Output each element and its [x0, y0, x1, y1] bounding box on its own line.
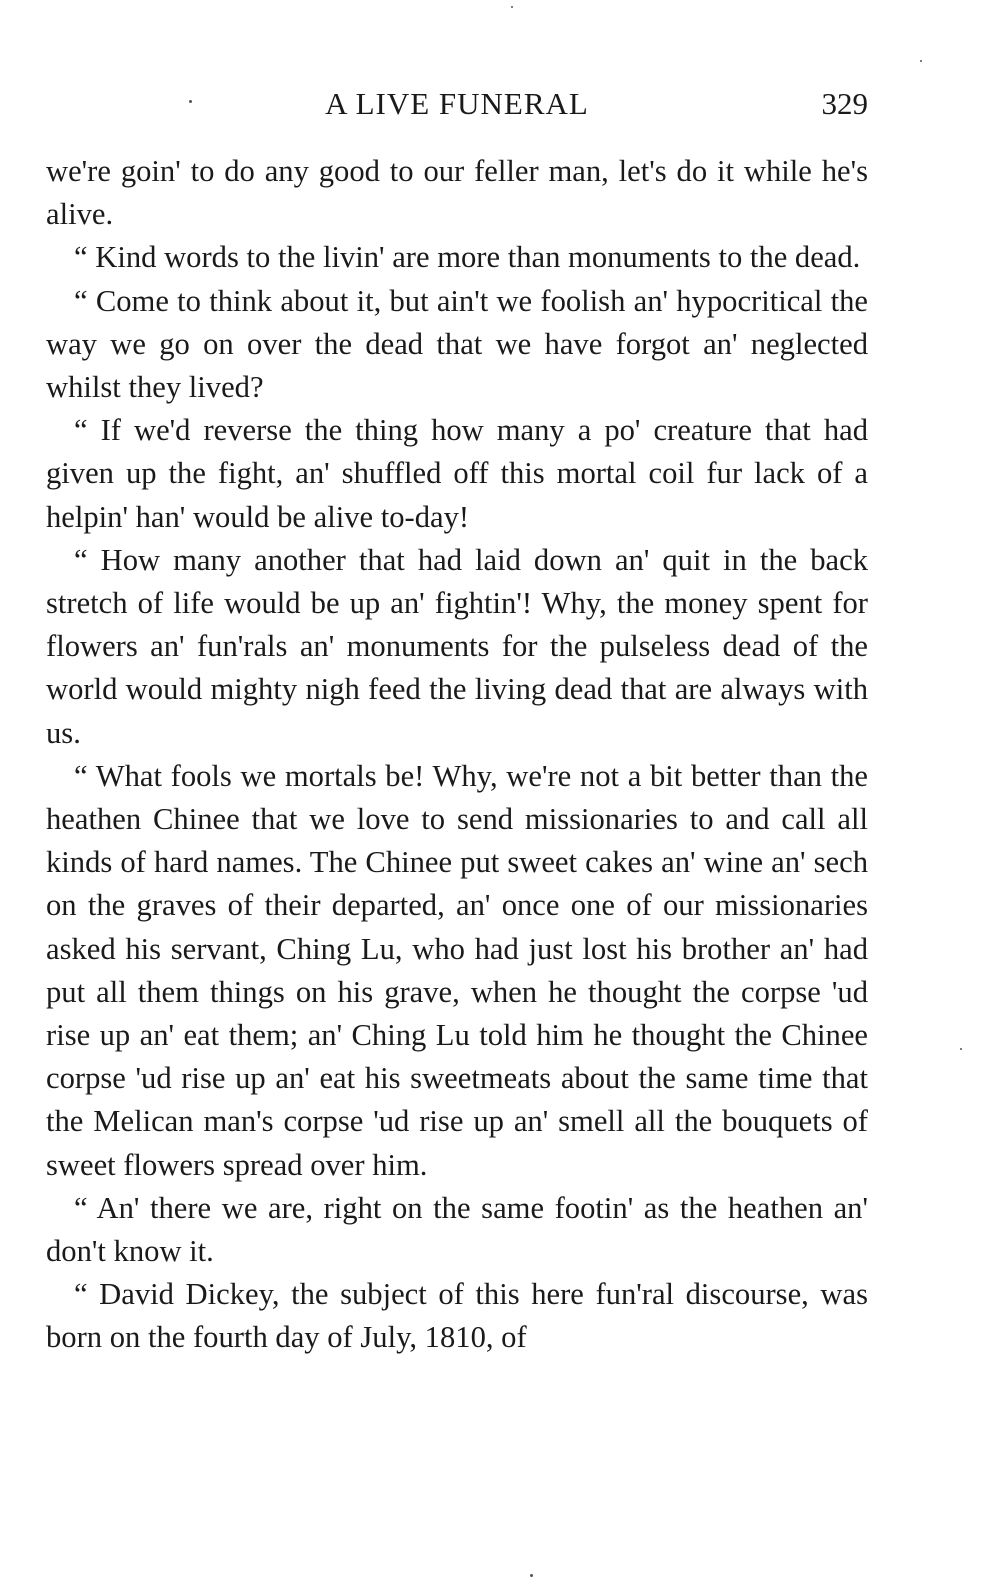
body-text: [46, 150, 868, 1360]
scan-speck: [530, 1574, 533, 1577]
paragraph: we're goin' to do any good to our feller man, let's do it while he's alive.: [46, 154, 868, 232]
scan-speck: [920, 60, 922, 62]
paragraph: “ David Dickey, the subject of this here fun'ral discourse, was born on the fourth day of July, 1810, of: [46, 1277, 868, 1355]
paragraph: “ An' there we are, right on the same footin' as the heathen an' don't know it.: [46, 1190, 868, 1269]
scan-speck: [511, 6, 513, 8]
paragraph: “ Kind words to the livin' are more than monuments to the dead.: [74, 240, 861, 275]
page-number: 329: [821, 86, 868, 121]
running-title: A LIVE FUNERAL: [325, 86, 589, 121]
paragraph: “ Come to think about it, but ain't we foolish an' hypocritical the way we go on over the dead that we have forgot an' neglected whilst they lived?: [46, 283, 868, 405]
page-header: [46, 86, 868, 130]
paragraph: “ If we'd reverse the thing how many a po' creature that had given up the fight, an' shuffled off this mortal coil fur lack of a helpin' han' would be alive to-day!: [46, 413, 868, 534]
scan-speck: [189, 100, 192, 103]
paragraph: “ How many another that had laid down an' quit in the back stretch of life would be up an' fightin'! Why, the money spent for flowers an' fun'rals an' monuments for the pulseless dead of the world would mighty nigh feed the living dead that are always with us.: [46, 542, 868, 750]
paragraph: “ What fools we mortals be! Why, we're not a bit better than the heathen Chinee that we love to send missionaries to and call all kinds of hard names. The Chinee put sweet cakes an' wine an' sech on the graves of their departed, an' once one of our missionaries asked his servant, Ching Lu, who had just lost his brother an' had put all them things on his grave, when he thought the corpse 'ud rise up an' eat them; an' Ching Lu told him he thought the Chinee corpse 'ud rise up an' eat his sweetmeats about the same time that the Melican man's corpse 'ud rise up an' smell all the bouquets of sweet flowers spread over him.: [46, 758, 868, 1182]
scan-speck: [960, 1048, 962, 1050]
